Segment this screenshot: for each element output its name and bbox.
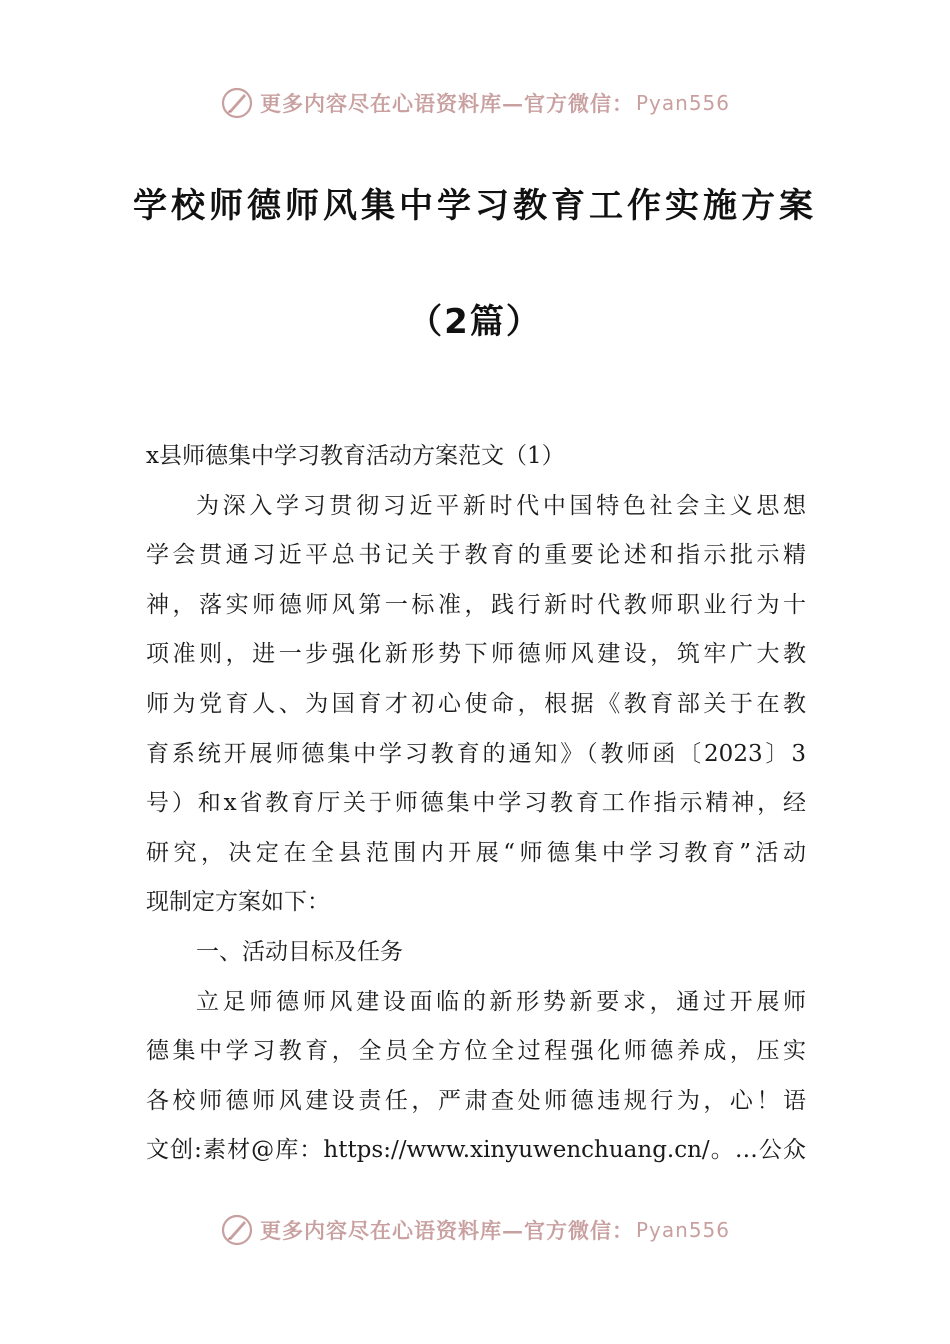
document-subtitle: （2篇） (408, 302, 542, 342)
watermark-text: 更多内容尽在心语资料库—官方微信： (259, 1218, 634, 1243)
paragraph-line: 德集中学习教育，全员全方位全过程强化师德养成，压实 (146, 1038, 806, 1065)
paragraph-line: 立足师德师风建设面临的新形势新要求，通过开展师 (196, 988, 806, 1015)
paragraph-line: 师为党育人、为国育才初心使命，根据《教育部关于在教 (146, 690, 806, 717)
quill-pen-logo-icon (220, 1213, 254, 1247)
paragraph-line: 研究，决定在全县范围内开展“师德集中学习教育”活动 (146, 839, 806, 866)
header-watermark (0, 83, 950, 123)
watermark-wechat-id: Pyan556 (635, 91, 730, 115)
paragraph-line: 现制定方案如下： (146, 889, 330, 916)
watermark-wechat-id: Pyan556 (635, 1218, 730, 1242)
watermark-text: 更多内容尽在心语资料库—官方微信： (259, 91, 634, 116)
subheading: 一、活动目标及任务 (196, 938, 403, 965)
document-body (146, 432, 806, 1176)
paragraph-line: 学会贯通习近平总书记关于教育的重要论述和指示批示精 (146, 542, 806, 569)
document-title: 学校师德师风集中学习教育工作实施方案 (133, 186, 817, 226)
section-heading: x县师德集中学习教育活动方案范文（1） (146, 443, 565, 469)
paragraph-line: 育系统开展师德集中学习教育的通知》（教师函〔2023〕3 (146, 740, 806, 767)
paragraph-line: 号）和x省教育厅关于师德集中学习教育工作指示精神，经 (146, 790, 806, 817)
footer-watermark (0, 1210, 950, 1250)
paragraph-line: 文创:素材@库：https://www.xinyuwenchuang.cn/。…公众 (146, 1137, 806, 1164)
quill-pen-logo-icon (220, 86, 254, 120)
paragraph-line: 各校师德师风建设责任，严肃查处师德违规行为，心！语 (146, 1087, 806, 1114)
paragraph-line: 项准则，进一步强化新形势下师德师风建设，筑牢广大教 (146, 641, 806, 668)
paragraph-line: 为深入学习贯彻习近平新时代中国特色社会主义思想 (196, 492, 806, 519)
paragraph-line: 神，落实师德师风第一标准，践行新时代教师职业行为十 (146, 591, 806, 618)
